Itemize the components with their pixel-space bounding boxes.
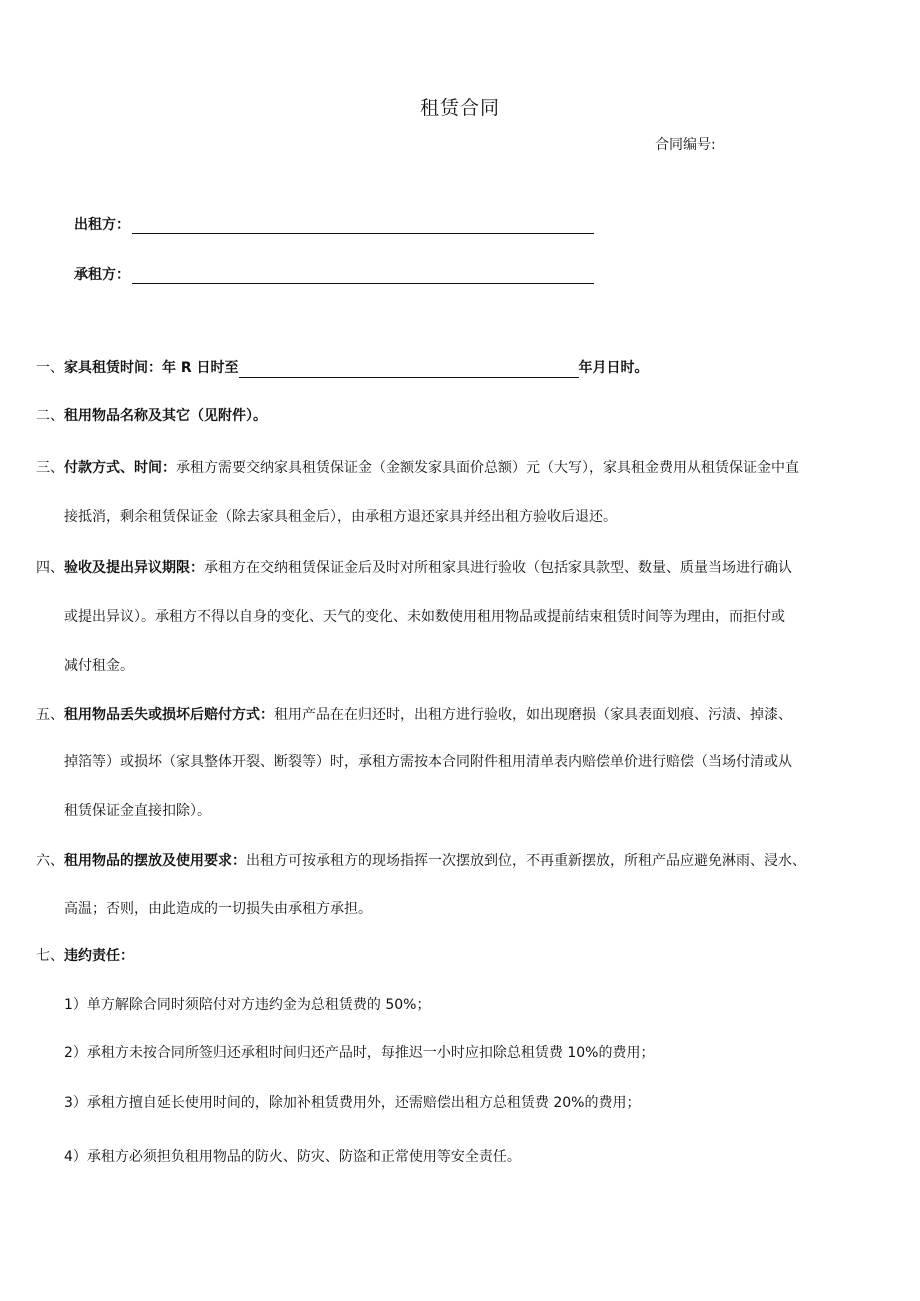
clause-4-line-3: 减付租金。 — [64, 658, 134, 674]
clause-heading: 租用物品的摆放及使用要求： — [64, 853, 246, 869]
page-title: 租赁合同 — [419, 97, 500, 119]
clause-4-line-2: 或提出异议）。承租方不得以自身的变化、天气的变化、未如数使用租用物品或提前结束租赁时间等为理由，而拒付或 — [64, 609, 785, 625]
liability-item-3: 3）承租方擅自延长使用时间的，除加补租赁费用外，还需赔偿出租方总租赁费 20%的费用； — [64, 1095, 641, 1111]
contract-number-label: 合同编号: — [655, 137, 716, 153]
clause-number: 二、 — [36, 408, 64, 424]
lessor-label: 出租方： — [74, 217, 130, 233]
clause-number: 六、 — [36, 853, 64, 869]
clause-number: 一、 — [36, 360, 64, 376]
clause-heading: 租用物品丢失或损坏后赔付方式： — [64, 707, 274, 723]
clause-number: 七、 — [36, 948, 64, 964]
rental-period-blank-line — [239, 363, 579, 378]
clause-6 — [36, 851, 806, 871]
clause-2 — [36, 406, 267, 426]
clause-body: 租用产品在在归还时，出租方进行验收，如出现磨损（家具表面划痕、污渍、掉漆、 — [274, 707, 792, 723]
liability-item-2: 2）承租方未按合同所签归还承租时间归还产品时，每推迟一小时应扣除总租赁费 10%的费用； — [64, 1045, 655, 1061]
clause-6-line-2: 高温；否则，由此造成的一切损失由承租方承担。 — [64, 901, 372, 917]
clause-number: 四、 — [36, 560, 64, 576]
clause-3-line-2: 接抵消，剩余租赁保证金（除去家具租金后），由承租方退还家具并经出租方验收后退还。 — [64, 509, 617, 525]
clause-4 — [36, 558, 792, 578]
lessee-field — [74, 264, 594, 284]
clause-7 — [36, 946, 134, 966]
clause-3 — [36, 458, 799, 478]
lessor-field — [74, 214, 594, 234]
clause-number: 五、 — [36, 707, 64, 723]
clause-heading: 付款方式、时间： — [64, 460, 176, 476]
clause-5 — [36, 705, 792, 725]
lessee-label: 承租方： — [74, 267, 130, 283]
clause-heading: 家具租赁时间：年 R 日时至 — [64, 360, 239, 376]
clause-1 — [36, 358, 649, 378]
clause-5-line-2: 掉箔等）或损坏（家具整体开裂、断裂等）时，承租方需按本合同附件租用清单表内赔偿单价进行赔偿（当场付清或从 — [64, 754, 792, 770]
clause-heading: 租用物品名称及其它（见附件）。 — [64, 408, 267, 424]
clause-heading: 违约责任： — [64, 948, 134, 964]
liability-item-1: 1）单方解除合同时须陪付对方违约金为总租赁费的 50%； — [64, 997, 431, 1013]
lessee-blank-line — [132, 269, 594, 284]
clause-body: 承租方在交纳租赁保证金后及时对所租家具进行验收（包括家具款型、数量、质量当场进行确认 — [204, 560, 792, 576]
clause-body: 承租方需要交纳家具租赁保证金（金额发家具面价总额）元（大写），家具租金费用从租赁保证金中直 — [176, 460, 799, 476]
lessor-blank-line — [132, 219, 594, 234]
clause-number: 三、 — [36, 460, 64, 476]
clause-tail: 年月日时。 — [578, 360, 649, 376]
clause-heading: 验收及提出异议期限： — [64, 560, 204, 576]
clause-5-line-3: 租赁保证金直接扣除）。 — [64, 803, 211, 819]
clause-body: 出租方可按承租方的现场指挥一次摆放到位，不再重新摆放，所租产品应避免淋雨、浸水、 — [246, 853, 806, 869]
liability-item-4: 4）承租方必须担负租用物品的防火、防灾、防盗和正常使用等安全责任。 — [64, 1149, 521, 1165]
